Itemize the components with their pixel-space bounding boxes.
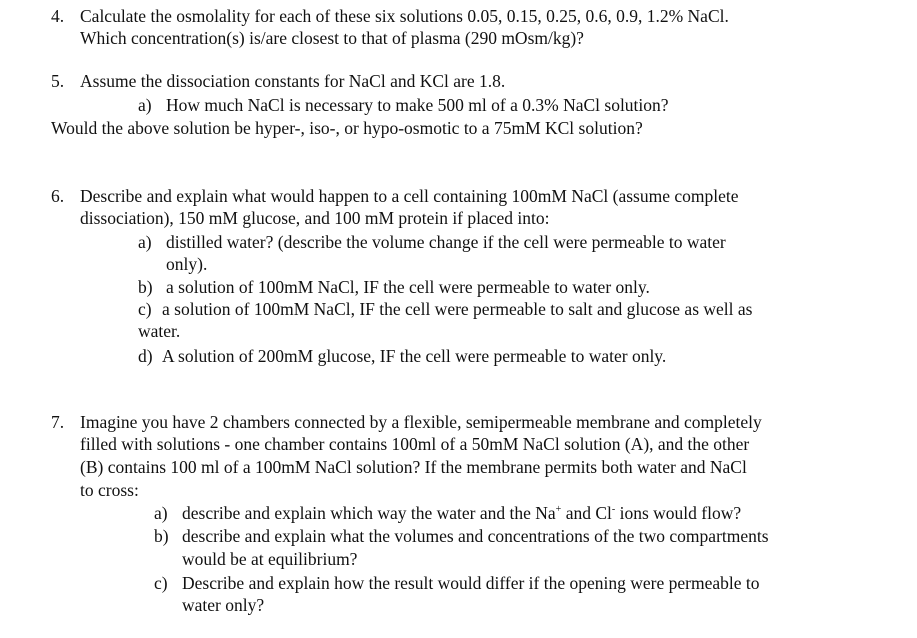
sub-item-text: only). [166, 254, 208, 274]
question-number: 7. [51, 412, 65, 432]
sub-item-label: a) [138, 232, 152, 252]
question-text: Assume the dissociation constants for NaCl and KCl are 1.8. [80, 71, 506, 91]
question-text: filled with solutions - one chamber contains 100ml of a 50mM NaCl solution (A), and the other [80, 434, 750, 454]
sub-item-text: distilled water? (describe the volume change if the cell were permeable to water [166, 232, 726, 252]
question-number: 5. [51, 71, 65, 91]
sub-item-text: Describe and explain how the result would differ if the opening were permeable to [182, 573, 760, 593]
sub-item-label: b) [154, 526, 169, 546]
sub-item-label: c) [154, 573, 168, 593]
superscript: + [555, 504, 562, 515]
sub-item-text: water. [138, 321, 181, 341]
sub-item-text: a solution of 100mM NaCl, IF the cell were permeable to salt and glucose as well as [162, 299, 753, 319]
question-text: Calculate the osmolality for each of these six solutions 0.05, 0.15, 0.25, 0.6, 0.9, 1.2% NaCl. [80, 6, 729, 26]
sub-item-text: How much NaCl is necessary to make 500 ml of a 0.3% NaCl solution? [166, 95, 669, 115]
sub-item-text: describe and explain what the volumes and concentrations of the two compartments [182, 526, 769, 546]
text-run: describe and explain which way the water and the Na [182, 503, 556, 523]
text-run: and Cl [561, 503, 612, 523]
sub-item-label: d) [138, 346, 153, 366]
sub-item-text: A solution of 200mM glucose, IF the cell were permeable to water only. [162, 346, 667, 366]
sub-item-label: a) [138, 95, 152, 115]
sub-item-label: c) [138, 299, 152, 319]
text-run: ions would flow? [615, 503, 742, 523]
question-number: 6. [51, 186, 65, 206]
question-text: Imagine you have 2 chambers connected by a flexible, semipermeable membrane and completely [80, 412, 762, 432]
question-text: Describe and explain what would happen to a cell containing 100mM NaCl (assume complete [80, 186, 739, 206]
question-text: to cross: [80, 480, 139, 500]
question-text: Would the above solution be hyper-, iso-, or hypo-osmotic to a 75mM KCl solution? [51, 118, 643, 138]
sub-item-text: would be at equilibrium? [182, 549, 358, 569]
question-text: (B) contains 100 ml of a 100mM NaCl solution? If the membrane permits both water and NaCl [80, 457, 747, 477]
superscript: - [611, 504, 616, 515]
question-text: dissociation), 150 mM glucose, and 100 mM protein if placed into: [80, 208, 550, 228]
sub-item-text: water only? [182, 595, 265, 615]
sub-item-text: a solution of 100mM NaCl, IF the cell were permeable to water only. [166, 277, 650, 297]
sub-item-label: b) [138, 277, 153, 297]
question-number: 4. [51, 6, 65, 26]
sub-item-label: a) [154, 503, 168, 523]
question-text: Which concentration(s) is/are closest to that of plasma (290 mOsm/kg)? [80, 28, 584, 48]
sub-item-text [182, 502, 741, 524]
